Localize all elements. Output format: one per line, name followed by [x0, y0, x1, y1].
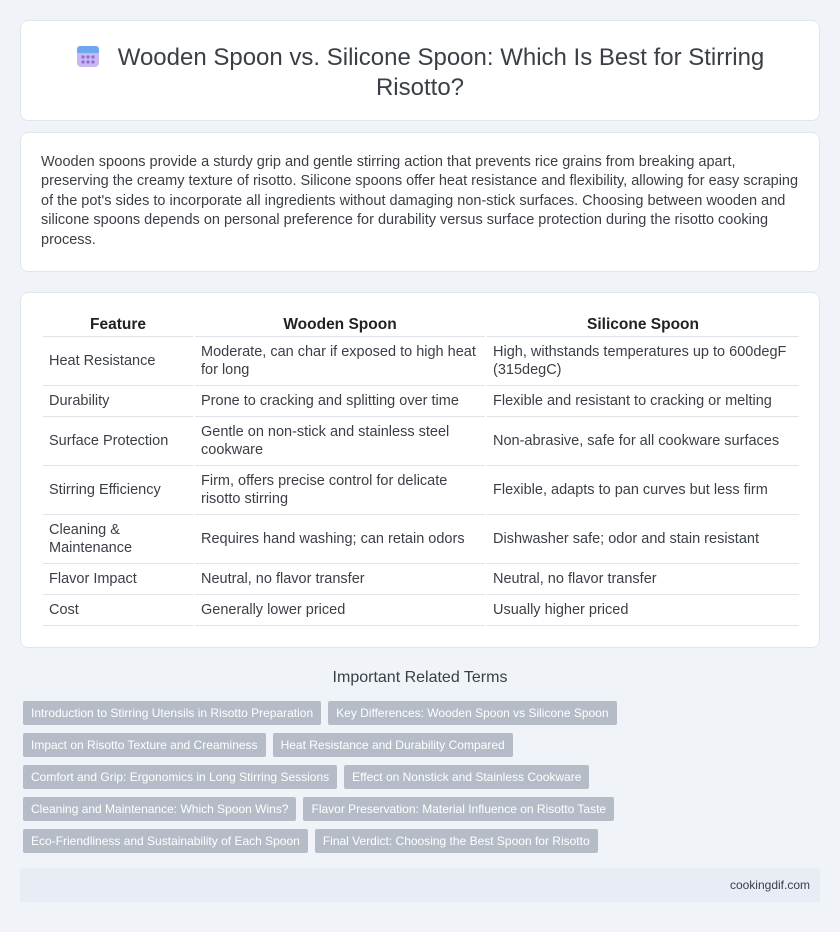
wooden-cell: Gentle on non-stick and stainless steel cookware: [195, 417, 485, 466]
term-row: [23, 829, 823, 853]
wooden-cell: Firm, offers precise control for delicate risotto stirring: [195, 466, 485, 515]
table-row: [43, 515, 799, 564]
silicone-cell: Flexible, adapts to pan curves but less firm: [487, 466, 799, 515]
term-row: [23, 765, 823, 789]
wooden-cell: Neutral, no flavor transfer: [195, 564, 485, 595]
table-row: [43, 337, 799, 386]
term-tag[interactable]: Eco-Friendliness and Sustainability of Each Spoon: [23, 829, 308, 853]
silicone-cell: Flexible and resistant to cracking or melting: [487, 386, 799, 417]
silicone-cell: Dishwasher safe; odor and stain resistant: [487, 515, 799, 564]
feature-cell: Stirring Efficiency: [43, 466, 193, 515]
wooden-cell: Prone to cracking and splitting over time: [195, 386, 485, 417]
footer: [20, 868, 820, 902]
table-row: [43, 417, 799, 466]
related-terms-list: [23, 701, 823, 861]
header-feature: Feature: [43, 315, 193, 337]
wooden-cell: Requires hand washing; can retain odors: [195, 515, 485, 564]
term-tag[interactable]: Comfort and Grip: Ergonomics in Long Stirring Sessions: [23, 765, 337, 789]
term-tag[interactable]: Cleaning and Maintenance: Which Spoon Wins?: [23, 797, 296, 821]
title-line-1: Wooden Spoon vs. Silicone Spoon: Which Is Best for Stirring: [117, 44, 765, 71]
silicone-cell: Non-abrasive, safe for all cookware surfaces: [487, 417, 799, 466]
table-row: [43, 595, 799, 626]
term-row: [23, 701, 823, 725]
table-row: [43, 466, 799, 515]
feature-cell: Durability: [43, 386, 193, 417]
feature-cell: Cleaning & Maintenance: [43, 515, 193, 564]
header-silicone: Silicone Spoon: [487, 315, 799, 337]
intro-card: [20, 132, 820, 272]
table-header-row: [43, 315, 799, 337]
header-wooden: Wooden Spoon: [195, 315, 485, 337]
feature-cell: Flavor Impact: [43, 564, 193, 595]
page-title: [21, 43, 819, 103]
term-tag[interactable]: Flavor Preservation: Material Influence on Risotto Taste: [303, 797, 614, 821]
term-tag[interactable]: Introduction to Stirring Utensils in Risotto Preparation: [23, 701, 321, 725]
term-tag[interactable]: Key Differences: Wooden Spoon vs Silicone Spoon: [328, 701, 616, 725]
related-terms-title: Important Related Terms: [332, 669, 508, 686]
silicone-cell: High, withstands temperatures up to 600degF (315degC): [487, 337, 799, 386]
feature-cell: Heat Resistance: [43, 337, 193, 386]
feature-cell: Cost: [43, 595, 193, 626]
term-row: [23, 797, 823, 821]
comparison-card: [20, 292, 820, 648]
title-card: [20, 20, 820, 121]
term-tag[interactable]: Effect on Nonstick and Stainless Cookware: [344, 765, 589, 789]
comparison-table: [41, 315, 801, 626]
term-tag[interactable]: Heat Resistance and Durability Compared: [273, 733, 513, 757]
title-line-2: Risotto?: [375, 74, 465, 101]
term-tag[interactable]: Final Verdict: Choosing the Best Spoon for Risotto: [315, 829, 598, 853]
intro-paragraph: Wooden spoons provide a sturdy grip and gentle stirring action that prevents rice grains from breaking apart, preserving the creamy texture of risotto. Silicone spoons offer heat resistance and flexibility, allowing for easy scraping of the pot's sides to incorporate all ingredients without damaging non-stick surfaces. Choosing between wooden and silicone spoons depends on personal preference for durability versus surface protection during the risotto cooking process.: [41, 154, 799, 248]
wooden-cell: Moderate, can char if exposed to high heat for long: [195, 337, 485, 386]
table-row: [43, 564, 799, 595]
wooden-cell: Generally lower priced: [195, 595, 485, 626]
silicone-cell: Usually higher priced: [487, 595, 799, 626]
feature-cell: Surface Protection: [43, 417, 193, 466]
calendar-icon: [76, 44, 100, 68]
table-row: [43, 386, 799, 417]
term-row: [23, 733, 823, 757]
silicone-cell: Neutral, no flavor transfer: [487, 564, 799, 595]
footer-site-link[interactable]: cookingdif.com: [729, 878, 810, 892]
term-tag[interactable]: Impact on Risotto Texture and Creaminess: [23, 733, 266, 757]
